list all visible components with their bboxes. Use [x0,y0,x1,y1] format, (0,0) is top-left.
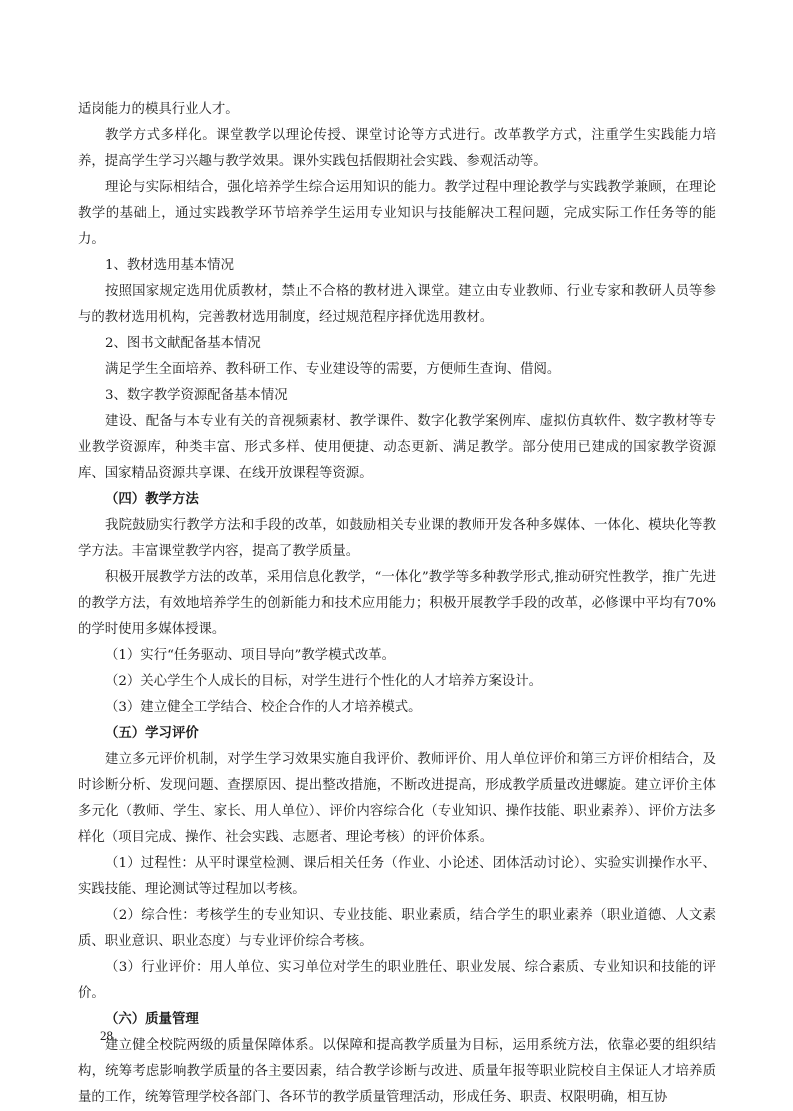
section-heading-assessment: （五）学习评价 [105,726,199,741]
paragraph-methods-1: 我院鼓励实行教学方法和手段的改革，如鼓励相关专业课的教师开发各种多媒体、一体化、模块化等教学方法。丰富课堂教学内容，提高了教学质量。 [78,518,716,559]
paragraph-theory-practice: 理论与实际相结合，强化培养学生综合运用知识的能力。教学过程中理论教学与实践教学兼顾，在理论教学的基础上，通过实践教学环节培养学生运用专业知识与技能解决工程问题，完成实际工作任务等的能力。 [78,180,716,247]
paragraph-digital-resources: 建设、配备与本专业有关的音视频素材、教学课件、数字化教学案例库、虚拟仿真软件、数字教材等专业教学资源库，种类丰富、形式多样、使用便捷、动态更新、满足教学。部分使用已建成的国家教学资源库、国家精品资源共享课、在线开放课程等资源。 [78,414,716,481]
list-item-methods-3: （3）建立健全工学结合、校企合作的人才培养模式。 [105,700,422,715]
paragraph-quality: 建立健全校院两级的质量保障体系。以保障和提高教学质量为目标，运用系统方法，依靠必要的组织结构，统筹考虑影响教学质量的各主要因素，结合教学诊断与改进、质量年报等职业院校自主保证人才培养质量的工作，统筹管理学校各部门、各环节的教学质量管理活动，形成任务、职责、权限明确，相互协 [78,1038,716,1105]
list-item-assessment-3: （3）行业评价：用人单位、实习单位对学生的职业胜任、职业发展、综合素质、专业知识和技能的评价。 [78,960,716,1001]
paragraph-continuation: 适岗能力的模具行业人才。 [78,102,239,117]
list-item-methods-1: （1）实行“任务驱动、项目导向”教学模式改革。 [105,648,396,663]
subheading-library: 2、图书文献配备基本情况 [105,336,261,351]
list-item-assessment-2: （2）综合性：考核学生的专业知识、专业技能、职业素质，结合学生的职业素养（职业道德、人文素质、职业意识、职业态度）与专业评价综合考核。 [78,908,716,949]
paragraph-assessment: 建立多元评价机制，对学生学习效果实施自我评价、教师评价、用人单位评价和第三方评价相结合，及时诊断分析、发现问题、查摆原因、提出整改措施，不断改进提高，形成教学质量改进螺旋。建立评价主体多元化（教师、学生、家长、用人单位）、评价内容综合化（专业知识、操作技能、职业素养）、评价方法多样化（项目完成、操作、社会实践、志愿者、理论考核）的评价体系。 [78,752,716,845]
list-item-assessment-1: （1）过程性：从平时课堂检测、课后相关任务（作业、小论述、团体活动讨论）、实验实训操作水平、实践技能、理论测试等过程加以考核。 [78,856,716,897]
paragraph-methods-2: 积极开展教学方法的改革，采用信息化教学，“一体化”教学等多种教学形式,推动研究性教学，推广先进的教学方法，有效地培养学生的创新能力和技术应用能力；积极开展教学手段的改革，必修课中平均有70%的学时使用多媒体授课。 [78,570,716,637]
subheading-textbooks: 1、教材选用基本情况 [105,258,235,273]
subheading-digital-resources: 3、数字教学资源配备基本情况 [105,388,288,403]
paragraph-library: 满足学生全面培养、教科研工作、专业建设等的需要，方便师生查询、借阅。 [105,362,561,377]
section-heading-quality: （六）质量管理 [105,1012,199,1027]
page-number: 28 [100,1028,113,1043]
paragraph-teaching-modes: 教学方式多样化。课堂教学以理论传授、课堂讨论等方式进行。改革教学方式，注重学生实践能力培养，提高学生学习兴趣与教学效果。课外实践包括假期社会实践、参观活动等。 [78,128,716,169]
page-content [78,97,716,1111]
section-heading-teaching-methods: （四）教学方法 [105,492,199,507]
paragraph-textbooks: 按照国家规定选用优质教材，禁止不合格的教材进入课堂。建立由专业教师、行业专家和教研人员等参与的教材选用机构，完善教材选用制度，经过规范程序择优选用教材。 [78,284,716,325]
list-item-methods-2: （2）关心学生个人成长的目标，对学生进行个性化的人才培养方案设计。 [105,674,543,689]
